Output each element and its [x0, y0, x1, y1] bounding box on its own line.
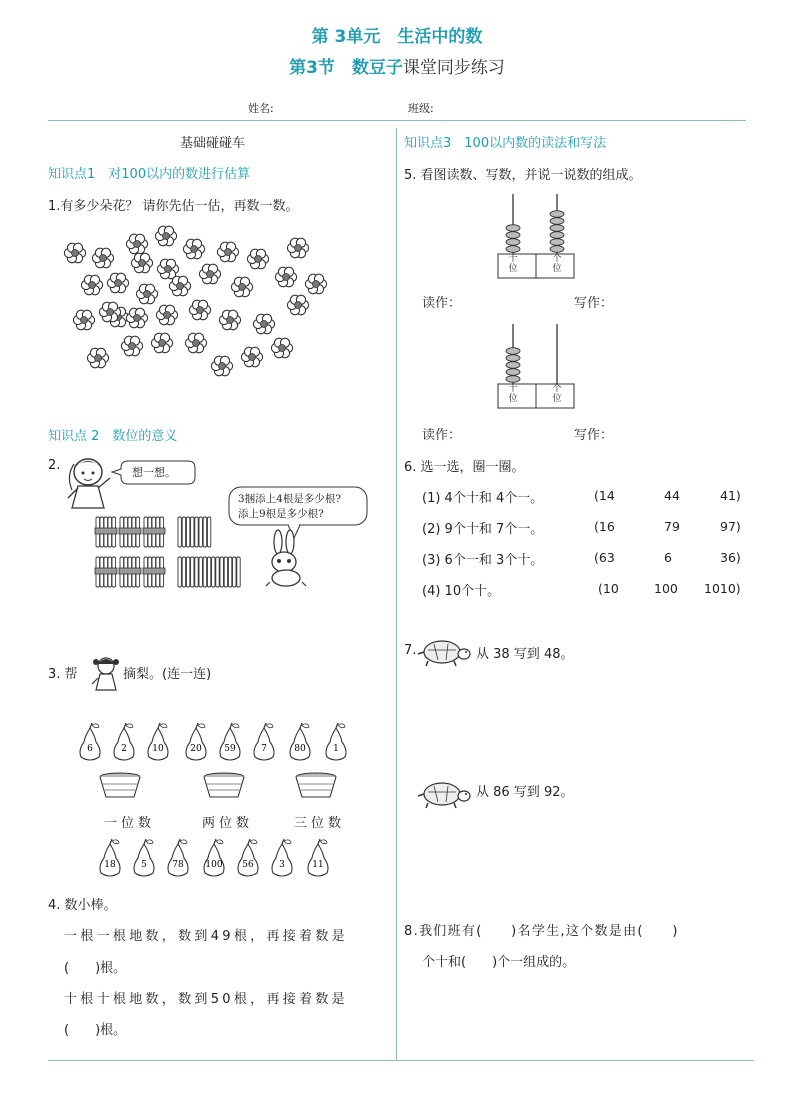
abacus2-read-label: 读作： [422, 428, 462, 443]
abacus-bead [550, 211, 564, 218]
question-8-line1: 8.我们班有( )名学生,这个数是由( ) [404, 924, 679, 939]
abacus-bead [506, 348, 520, 355]
question-4-title: 4. 数小棒。 [48, 898, 117, 913]
page-title: 第 3单元 生活中的数 [311, 27, 483, 47]
speech-bubble-2-line1: 3捆添上4根是多少根? [238, 493, 341, 505]
abacus1-tens-label: 十位 [508, 254, 518, 274]
pear-number: 20 [190, 744, 202, 754]
abacus-bead [550, 232, 564, 239]
question-2-number: 2. [48, 458, 61, 473]
section-subtitle-suffix: 课堂同步练习 [402, 58, 505, 78]
abacus2-ones-label: 个位 [552, 384, 562, 404]
section-subtitle-main: 第3节 数豆子 [289, 58, 403, 78]
pear-number: 5 [141, 860, 147, 870]
q6-item-4-label: (4) 10个十。 [422, 584, 501, 599]
abacus-bead [550, 246, 564, 253]
basket-label-one-digit: 一位数 [104, 816, 156, 831]
knowledge-point-2: 知识点 2 数位的意义 [48, 429, 178, 444]
pear-number: 59 [224, 744, 236, 754]
class-label: 班级: [408, 102, 434, 115]
question-3-prefix: 3. 帮 [48, 667, 78, 682]
q6-item-1-option-a[interactable]: (14 [594, 488, 615, 503]
question-4-line3: 十根十根地数，数到50根，再接着数是 [64, 992, 348, 1007]
question-8-line2: 个十和( )个一组成的。 [422, 955, 576, 970]
pear-number: 7 [261, 744, 267, 754]
pear-number: 6 [87, 744, 93, 754]
abacus-bead [506, 362, 520, 369]
abacus-bead [506, 225, 520, 232]
question-5: 5. 看图读数、写数，并说一说数的组成。 [404, 168, 642, 183]
abacus-bead [506, 232, 520, 239]
q6-item-3-option-a[interactable]: (63 [594, 550, 615, 565]
knowledge-point-1: 知识点1 对100以内的数进行估算 [48, 167, 251, 182]
pear-number: 1 [333, 744, 339, 754]
q6-item-3-option-c[interactable]: 36) [720, 550, 741, 565]
q6-item-4-option-c[interactable]: 1010) [704, 581, 741, 596]
abacus1-read-label: 读作： [422, 296, 462, 311]
pear-number: 100 [205, 860, 223, 870]
q6-item-4-option-a[interactable]: (10 [598, 581, 619, 596]
abacus-bead [550, 239, 564, 246]
q6-item-1-option-c[interactable]: 41) [720, 488, 741, 503]
question-7-number: 7. [404, 643, 417, 658]
speech-bubble-1-text: 想一想。 [132, 466, 176, 479]
basket-label-three-digit: 三位数 [294, 816, 346, 831]
pear-number: 80 [294, 744, 306, 754]
name-label: 姓名: [248, 102, 274, 115]
question-7-text: 从 38 写到 48。 [476, 647, 574, 662]
abacus-bead [550, 225, 564, 232]
pear-number: 11 [312, 860, 324, 870]
section-title: 基础碰碰车 [180, 136, 246, 151]
pear-number: 78 [172, 860, 184, 870]
q6-item-1-label: (1) 4个十和 4个一。 [422, 491, 544, 506]
q6-item-2-option-b[interactable]: 79 [664, 519, 680, 534]
abacus-bead [506, 376, 520, 383]
q6-item-4-option-b[interactable]: 100 [654, 581, 678, 596]
abacus2-tens-label: 十位 [508, 384, 518, 404]
question-1: 1.有多少朵花？ 请你先估一估，再数一数。 [48, 199, 299, 214]
q6-item-2-option-c[interactable]: 97) [720, 519, 741, 534]
q6-item-2-label: (2) 9个十和 7个一。 [422, 522, 544, 537]
speech-bubble-2-line2: 添上9根是多少根? [238, 508, 324, 520]
abacus-bead [506, 369, 520, 376]
abacus-bead [550, 218, 564, 225]
question-7b-text: 从 86 写到 92。 [476, 785, 574, 800]
turtle-icon [416, 636, 472, 668]
question-4-line2: ( )根。 [64, 961, 127, 976]
question-3-suffix: 摘梨。(连一连) [123, 667, 212, 682]
question-4-line1: 一根一根地数，数到49根，再接着数是 [64, 929, 348, 944]
abacus1-ones-label: 个位 [552, 254, 562, 274]
pear-number: 2 [121, 744, 127, 754]
q6-item-3-label: (3) 6个一和 3个十。 [422, 553, 544, 568]
q6-item-2-option-a[interactable]: (16 [594, 519, 615, 534]
basket-label-two-digit: 两位数 [202, 816, 254, 831]
abacus-bead [506, 239, 520, 246]
q6-item-3-option-b[interactable]: 6 [664, 550, 672, 565]
abacus2-write-label: 写作： [574, 428, 614, 443]
question-4-line4: ( )根。 [64, 1023, 127, 1038]
pear-number: 18 [104, 860, 116, 870]
pear-number: 10 [152, 744, 164, 754]
question-6: 6. 选一选，圈一圈。 [404, 460, 525, 475]
pear-number: 56 [242, 860, 254, 870]
abacus-bead [506, 355, 520, 362]
abacus1-write-label: 写作： [574, 296, 614, 311]
q6-item-1-option-b[interactable]: 44 [664, 488, 680, 503]
pear-number: 3 [279, 860, 285, 870]
knowledge-point-3: 知识点3 100以内数的读法和写法 [404, 136, 607, 151]
abacus-bead [506, 246, 520, 253]
turtle-icon [416, 778, 472, 810]
